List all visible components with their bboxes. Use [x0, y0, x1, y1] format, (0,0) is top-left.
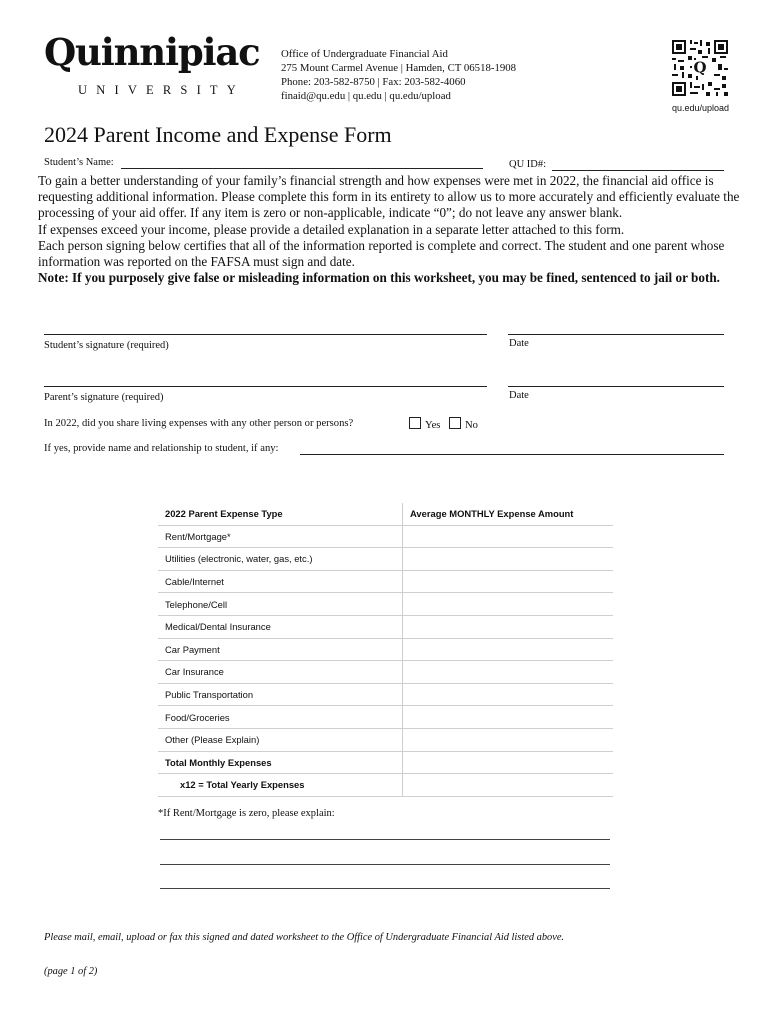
table-row	[158, 661, 613, 684]
amount-input-cell[interactable]	[403, 570, 614, 593]
table-row	[158, 683, 613, 706]
instructions	[38, 173, 743, 286]
yes-checkbox[interactable]	[409, 417, 421, 429]
amount-input-cell[interactable]	[403, 774, 614, 797]
qr-caption: qu.edu/upload	[672, 103, 730, 113]
amount-input-cell[interactable]	[403, 706, 614, 729]
relationship-label: If yes, provide name and relationship to student, if any:	[44, 443, 279, 454]
parent-signature-label: Parent’s signature (required)	[44, 392, 164, 403]
expense-type-cell: Utilities (electronic, water, gas, etc.)	[158, 548, 403, 571]
yes-option[interactable]	[409, 417, 440, 431]
parent-date-field[interactable]	[508, 386, 724, 387]
amount-input-cell[interactable]	[403, 728, 614, 751]
amount-input-cell[interactable]	[403, 615, 614, 638]
column-header-monthly-amount: Average MONTHLY Expense Amount	[403, 503, 614, 525]
warning-note: Note: If you purposely give false or misleading information on this worksheet, you may be fined, sentenced to jail or both.	[38, 270, 720, 286]
logo-wordmark: Quinnipiac	[44, 30, 260, 74]
column-header-expense-type: 2022 Parent Expense Type	[158, 503, 403, 525]
amount-input-cell[interactable]	[403, 661, 614, 684]
page-number: (page 1 of 2)	[44, 966, 98, 977]
qu-id-field[interactable]	[552, 170, 724, 171]
total-monthly-label: Total Monthly Expenses	[158, 751, 403, 774]
table-row	[158, 593, 613, 616]
student-signature-label: Student’s signature (required)	[44, 340, 169, 351]
form-title: 2024 Parent Income and Expense Form	[44, 122, 392, 147]
no-label: No	[465, 420, 478, 431]
expense-type-cell: Car Insurance	[158, 661, 403, 684]
expense-type-cell: Food/Groceries	[158, 706, 403, 729]
instructions-paragraph: If expenses exceed your income, please provide a detailed explanation in a separate letter attached to this form.	[38, 221, 625, 237]
expense-type-cell: Medical/Dental Insurance	[158, 615, 403, 638]
qr-code-icon	[672, 40, 728, 96]
shared-expenses-question: In 2022, did you share living expenses with any other person or persons?	[44, 418, 354, 429]
table-row	[158, 570, 613, 593]
instructions-paragraph: To gain a better understanding of your family’s financial strength and how expenses were met in 2022, the financial aid office is requesting additional information. Please complete this form in its entirety to allow us to more accurately and efficiently evaluate the processing of your aid offer. If any item is zero or non-applicable, indicate “0”; do not leave any answer blank.	[38, 173, 740, 221]
explain-line[interactable]	[160, 864, 610, 865]
parent-signature-field[interactable]	[44, 386, 487, 387]
expense-type-cell: Other (Please Explain)	[158, 728, 403, 751]
expense-type-cell: Public Transportation	[158, 683, 403, 706]
svg-text:Q: Q	[693, 58, 707, 77]
table-row	[158, 638, 613, 661]
amount-input-cell[interactable]	[403, 593, 614, 616]
student-name-label: Student’s Name:	[44, 157, 114, 168]
qu-id-label: QU ID#:	[509, 159, 547, 170]
expense-table	[158, 503, 613, 797]
table-header-row	[158, 503, 613, 525]
office-line: 275 Mount Carmel Avenue | Hamden, CT 06518-1908	[281, 62, 517, 74]
expense-type-cell: Rent/Mortgage*	[158, 525, 403, 548]
table-row	[158, 525, 613, 548]
student-date-label: Date	[509, 338, 529, 349]
student-signature-field[interactable]	[44, 334, 487, 335]
total-yearly-label: x12 = Total Yearly Expenses	[158, 774, 403, 797]
rent-explain-label: *If Rent/Mortgage is zero, please explain:	[158, 808, 335, 819]
office-line: Office of Undergraduate Financial Aid	[281, 48, 448, 60]
table-row-total-monthly	[158, 751, 613, 774]
student-name-field[interactable]	[121, 168, 483, 169]
table-row	[158, 706, 613, 729]
table-row	[158, 548, 613, 571]
logo-subtitle: UNIVERSITY	[78, 83, 245, 97]
amount-input-cell[interactable]	[403, 525, 614, 548]
relationship-field[interactable]	[300, 454, 724, 455]
expense-type-cell: Telephone/Cell	[158, 593, 403, 616]
amount-input-cell[interactable]	[403, 638, 614, 661]
no-checkbox[interactable]	[449, 417, 461, 429]
no-option[interactable]	[449, 417, 478, 431]
table-row	[158, 615, 613, 638]
parent-date-label: Date	[509, 390, 529, 401]
footer-instructions: Please mail, email, upload or fax this signed and dated worksheet to the Office of Undergraduate Financial Aid listed above.	[44, 932, 565, 943]
explain-line[interactable]	[160, 839, 610, 840]
office-line: finaid@qu.edu | qu.edu | qu.edu/upload	[281, 90, 451, 102]
office-line: Phone: 203-582-8750 | Fax: 203-582-4060	[281, 76, 466, 88]
table-row	[158, 728, 613, 751]
amount-input-cell[interactable]	[403, 548, 614, 571]
amount-input-cell[interactable]	[403, 683, 614, 706]
student-date-field[interactable]	[508, 334, 724, 335]
office-address	[281, 47, 516, 103]
amount-input-cell[interactable]	[403, 751, 614, 774]
explain-line[interactable]	[160, 888, 610, 889]
instructions-paragraph: Each person signing below certifies that all of the information reported is complete and correct. The student and one parent whose information was reported on the FAFSA must sign and date.	[38, 237, 725, 270]
expense-type-cell: Cable/Internet	[158, 570, 403, 593]
expense-type-cell: Car Payment	[158, 638, 403, 661]
yes-label: Yes	[425, 420, 441, 431]
table-row-total-yearly	[158, 774, 613, 797]
